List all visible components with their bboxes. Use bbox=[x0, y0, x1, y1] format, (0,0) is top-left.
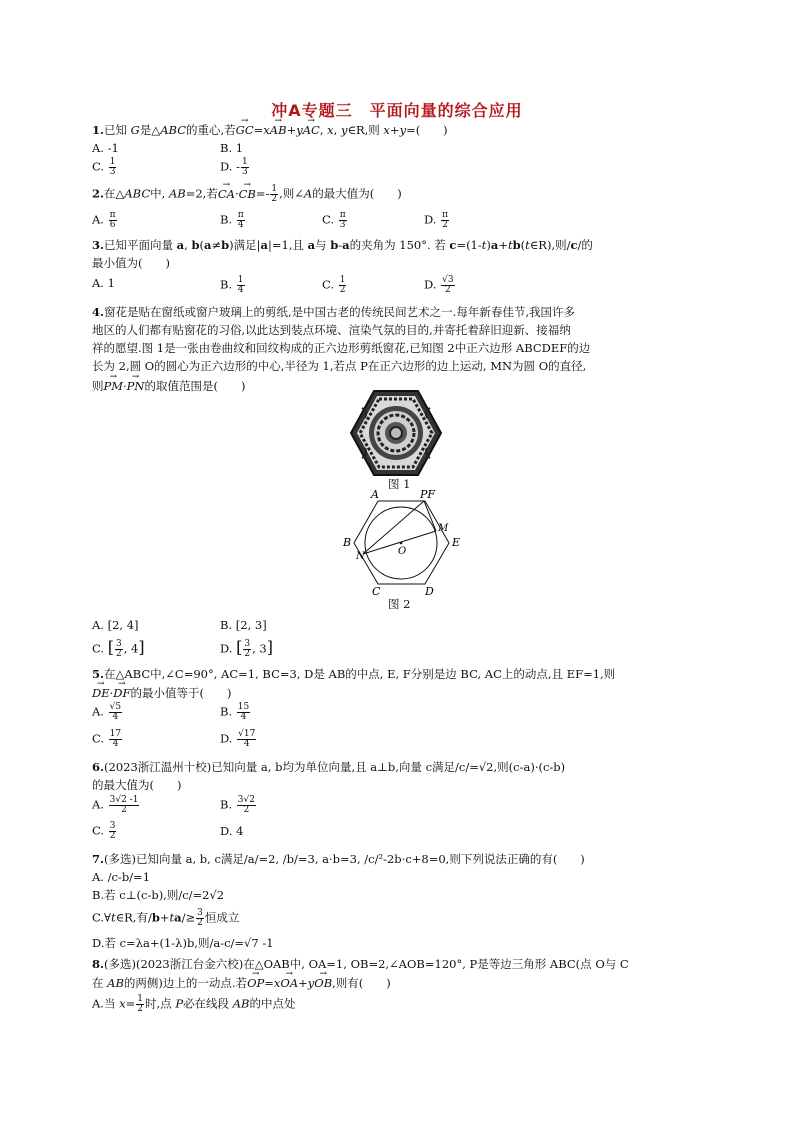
label-n: N bbox=[356, 551, 365, 562]
label-b: B bbox=[343, 536, 352, 549]
question-8-line1: 8.(多选)(2023浙江台金六校)在△OAB中, OA=1, OB=2,∠AOB=120°, P是等边三角形 ABC(点 O与 C bbox=[92, 957, 629, 971]
question-7-option-c: C.∀t∈R,有/b+ta/≥ $\frac{3}{2}$ 恒成立 bbox=[92, 908, 240, 928]
question-6-option-a: A. $\frac{3√2 -1}{2}$ bbox=[92, 795, 139, 815]
question-4-line5: 则→ PM·→ PN的取值范围是( ) bbox=[92, 379, 245, 393]
question-4-line2: 地区的人们都有贴窗花的习俗,以此达到装点环境、渲染气氛的目的,并寄托着辞旧迎新、接福纳 bbox=[92, 323, 571, 337]
question-6-line1: 6.(2023浙江温州十校)已知向量 a, b均为单位向量,且 a⊥b,向量 c满足/c/=√2,则(c-a)·(c-b) bbox=[92, 760, 566, 774]
question-6-option-c: C. $\frac{3}{2}$ bbox=[92, 821, 116, 841]
label-o: O bbox=[398, 546, 407, 557]
label-c: C bbox=[372, 585, 381, 598]
question-4-line1: 4.窗花是贴在窗纸或窗户玻璃上的剪纸,是中国古老的传统民间艺术之一.每年新春佳节,我国许多 bbox=[92, 305, 575, 319]
question-4-option-d: D. [ $\frac{3}{2}$ , 3] bbox=[220, 637, 273, 659]
label-a: A bbox=[371, 488, 379, 501]
question-7-stem: 7.(多选)已知向量 a, b, c满足/a/=2, /b/=3, a·b=3, /c/²-2b·c+8=0,则下列说法正确的有( ) bbox=[92, 852, 585, 866]
question-4-option-c: C. [ $\frac{3}{2}$ , 4] bbox=[92, 637, 145, 659]
question-3-option-c: C. $\frac{1}{2}$ bbox=[322, 275, 346, 295]
question-5-option-c: C. $\frac{17}{4}$ bbox=[92, 729, 122, 749]
question-4-option-b: B. [2, 3] bbox=[220, 618, 267, 632]
question-6-line2: 的最大值为( ) bbox=[92, 778, 182, 792]
question-4-line3: 祥的愿望.图 1是一张由卷曲纹和回纹构成的正六边形剪纸窗花,已知图 2中正六边形 ABCDEF的边 bbox=[92, 341, 591, 355]
question-2-option-b: B. $\frac{\pi}{4}$ bbox=[220, 210, 244, 230]
hexagon-circle-diagram bbox=[338, 487, 468, 599]
label-d: D bbox=[425, 585, 434, 598]
question-4-option-a: A. [2, 4] bbox=[92, 618, 139, 632]
label-pf: PF bbox=[420, 488, 436, 501]
label-e: E bbox=[452, 536, 461, 549]
question-3-stem: 3.已知平面向量 a, b(a≠b)满足|a|=1,且 a与 b-a的夹角为 150°. 若 c=(1-t)a+tb(t∈R),则/c/的 bbox=[92, 238, 593, 252]
question-3-option-b: B. $\frac{1}{4}$ bbox=[220, 275, 244, 295]
question-2-option-c: C. $\frac{\pi}{3}$ bbox=[322, 210, 346, 230]
question-3-stem-line2: 最小值为( ) bbox=[92, 256, 170, 270]
label-m: M bbox=[438, 523, 449, 534]
question-4-line4: 长为 2,圆 O的圆心为正六边形的中心,半径为 1,若点 P在正六边形的边上运动, MN为圆 O的直径, bbox=[92, 359, 587, 373]
figure-1-caption: 图 1 bbox=[388, 477, 411, 491]
question-1-option-b: B. 1 bbox=[220, 141, 244, 155]
question-2-option-a: A. $\frac{\pi}{6}$ bbox=[92, 210, 116, 230]
page-title: 冲A专题三 平面向量的综合应用 bbox=[271, 101, 523, 120]
question-7-option-d: D.若 c=λa+(1-λ)b,则/a-c/=√7 -1 bbox=[92, 936, 274, 950]
question-2-stem: 2.在△ABC中, AB=2,若→ CA·→ CB=- $\frac{1}{2}$ ,则∠A的最大值为( ) bbox=[92, 185, 402, 204]
question-5-option-a: A. $\frac{√5}{4}$ bbox=[92, 702, 122, 722]
figure-2-caption: 图 2 bbox=[388, 597, 411, 611]
question-5-option-d: D. $\frac{√17}{4}$ bbox=[220, 729, 256, 749]
question-2-option-d: D. $\frac{\pi}{2}$ bbox=[424, 210, 449, 230]
question-8-line2: 在 AB的两侧)边上的一动点.若→ OP=x→ OA+y→ OB,则有( ) bbox=[92, 976, 391, 990]
question-8-option-a: A.当 x= $\frac{1}{2}$ 时,点 P必在线段 AB的中点处 bbox=[92, 994, 296, 1014]
window-flower-figure bbox=[348, 388, 444, 478]
question-3-option-d: D. $\frac{√3}{2}$ bbox=[424, 275, 454, 295]
question-7-option-b: B.若 c⊥(c-b),则/c/=2√2 bbox=[92, 888, 225, 902]
question-6-option-b: B. $\frac{3√2}{2}$ bbox=[220, 795, 255, 815]
question-6-option-d: D. 4 bbox=[220, 824, 244, 838]
question-7-option-a: A. /c-b/=1 bbox=[92, 870, 151, 884]
question-5-line2: → DE·→ DF的最小值等于( ) bbox=[92, 686, 231, 700]
question-5-line1: 5.在△ABC中,∠C=90°, AC=1, BC=3, D是 AB的中点, E, F分别是边 BC, AC上的动点,且 EF=1,则 bbox=[92, 667, 616, 681]
question-5-option-b: B. $\frac{15}{4}$ bbox=[220, 702, 250, 722]
question-1-stem: 1.已知 G是△ABC的重心,若→ GC=x→ AB+y→ AC, x, y∈R,则 x+y=( ) bbox=[92, 123, 448, 137]
question-1-option-d: D. - $\frac{1}{3}$ bbox=[220, 157, 248, 177]
question-3-option-a: A. 1 bbox=[92, 276, 115, 290]
question-1-option-c: C. $\frac{1}{3}$ bbox=[92, 157, 116, 177]
question-number: 1. bbox=[92, 123, 105, 137]
question-1-option-a: A. -1 bbox=[92, 141, 119, 155]
